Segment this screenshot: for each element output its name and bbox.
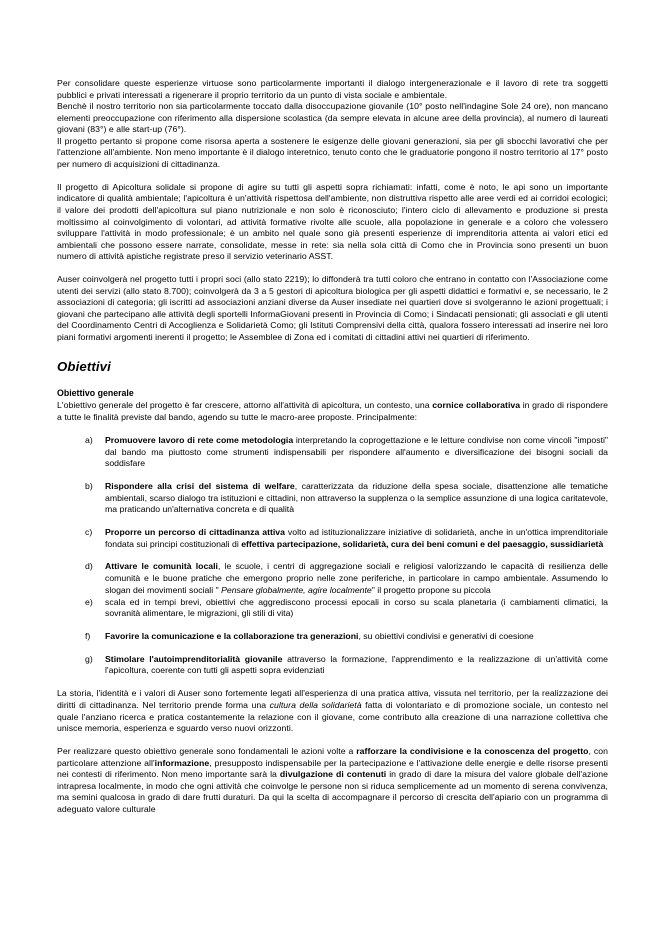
list-item-text: scala ed in tempi brevi, obiettivi che aggrediscono processi epocali in corso su scala planetaria (i cambiamenti climatici, la sovranità alimentare, le migrazioni, gli stili di vita) bbox=[105, 596, 608, 619]
list-marker: d) bbox=[85, 561, 93, 572]
finale-emphasis-2: informazione bbox=[154, 757, 210, 768]
list-item-lead: Stimolare l'autoimprenditorialità giovanile bbox=[105, 653, 283, 664]
list-item-text: attraverso la formazione, l'apprendimento e la realizzazione di un'attività come l'apicoltura, coerente con tutti gli aspetti sopra evidenziati bbox=[105, 653, 609, 676]
list-item bbox=[57, 481, 608, 516]
list-item-text: volto ad istituzionalizzare iniziative di solidarietà, anche in un'ottica imprenditoriale fondata sui principi costituzionali di bbox=[105, 527, 608, 549]
paragraph-apicoltura: Il progetto di Apicoltura solidale si propone di agire su tutti gli aspetti sopra richiamati: infatti, come è noto, le api sono un importante indicatore di qualità ambientale; l'apicoltura è un'attività rispettosa dell'ambiente, non distruttiva rispetto alle aree verdi ed ai corridoi ecologici; il valore dei prodotti dell'apicoltura sul piano nutrizionale e non solo è riconosciuto; l'intero ciclo di allevamento e produzione si presta moltissimo al coinvolgimento di volontari, ad attività formative rivolte alle scuole, alla popolazione in generale e a coloro che volessero sviluppare l'attività in modo professionale; è un ambito nel quale sono già presenti esperienze di imprenditoria attenta ai valori etici ed ambientali che possono essere narrate, consolidate, messe in rete: sia nella sola città di Como che in Provincia sono presenti un buon numero di attività apistiche registrate preso il servizio veterinario ASST. bbox=[57, 181, 608, 262]
document-body bbox=[57, 78, 608, 815]
spacer bbox=[57, 375, 608, 388]
paragraph-intro-1: Per consolidare queste esperienze virtuose sono particolarmente importanti il dialogo intergenerazionale e il lavoro di rete tra soggetti pubblici e privati interessati a rigenerare il proprio territorio da un punto di vista sociale e ambientale. bbox=[57, 78, 608, 100]
spacer bbox=[57, 263, 608, 275]
list-marker: c) bbox=[85, 527, 93, 538]
finale-text-1: Per realizzare questo obiettivo generale sono fondamentali le azioni volte a bbox=[57, 746, 357, 757]
paragraph-intro-3: Il progetto pertanto si propone come risorsa aperta a sostenere le esigenze delle giovani generazioni, sia per gli sbocchi lavorativi che per l'attenzione all'ambiente. Non meno importante è il dialogo interetnico, tenuto conto che le graduatorie pongono il nostro territorio al 17° posto per numero di acquisizioni di cittadinanza. bbox=[57, 135, 608, 169]
paragraph-finale bbox=[57, 746, 608, 815]
paragraph-auser: Auser coinvolgerà nel progetto tutti i propri soci (allo stato 2219); lo diffonderà tra tutti coloro che entrano in contatto con l'Associazione come utenti dei servizi (allo stato 8.700); coinvolgerà da 3 a 5 gestori di apicoltura biologica per gli aspetti didattici e formativi e, se necessario, le 2 associazioni di categoria; gli iscritti ad associazioni anziani diverse da Auser insediate nei quartieri dove si svolgeranno le azioni progettuali; i giovani che partecipano alle attività degli sportelli InformaGiovani presenti in Provincia di Como; i Sindacati pensionati; gli associati e gli utenti del Coordinamento Centri di Accoglienza e Solidarietà Como; gli Istituti Comprensivi della città, qualora fossero interessati ad inserire nei loro piani formativi argomenti inerenti il progetto; le Assemblee di Zona ed i comitati di cittadini attivi nei quartieri di riferimento. bbox=[57, 274, 608, 342]
list-item-lead: Proporre un percorso di cittadinanza attiva bbox=[105, 527, 285, 538]
storia-text-before: La storia, l'identità e i valori di Auser sono fortemente legati all'esperienza di una pratica attiva, vissuta nel territorio, per la realizzazione dei diritti di cittadinanza. Nel territorio prende forma una bbox=[57, 688, 608, 710]
list-item-lead: Favorire la comunicazione e la collaborazione tra generazioni bbox=[105, 630, 359, 641]
list-item-lead: Attivare le comunità locali bbox=[105, 561, 218, 572]
list-marker: g) bbox=[85, 653, 93, 664]
objective-intro-text-before: L'obiettivo generale del progetto è far crescere, attorno all'attività di apicoltura, un contesto, una bbox=[57, 400, 433, 411]
list-item-tail-emphasis: effettiva partecipazione, solidarietà, cura dei beni comuni e del paesaggio, sussidiarietà bbox=[241, 538, 604, 549]
list-item-text: , le scuole, i centri di aggregazione sociali e religiosi valorizzando le capacità di resilienza delle comunità e le buone pratiche che emergono proprio nelle zone periferiche, in particolare in campo ambientale. Assumendo lo slogan dei movimenti sociali " bbox=[105, 561, 608, 595]
paragraph-intro-2: Benchè il nostro territorio non sia particolarmente toccato dalla disoccupazione giovanile (10° posto nell'indagine Sole 24 ore), non mancano elementi preoccupazione con riferimento alla dispersione scolastica (da sempre elevata in alcune aree della provincia), al numero di laureati giovani (83°) e alle start-up (76°). bbox=[57, 101, 608, 135]
objectives-list-wrapper bbox=[57, 435, 608, 677]
list-item bbox=[57, 435, 608, 470]
list-marker: a) bbox=[85, 435, 93, 446]
list-marker: f) bbox=[85, 630, 91, 641]
spacer bbox=[57, 343, 608, 359]
list-item-text: , caratterizzata da riduzione della spesa sociale, disattenzione alle tematiche ambientali, scarso dialogo tra istituzioni e cittadini, non attraverso la supplenza o la semplice assunzione di una logica caritatevole, ma praticando un'alternativa concreta e di qualità bbox=[105, 481, 609, 515]
list-item-slogan: Pensare globalmente, agire localmente bbox=[221, 584, 372, 595]
objectives-list bbox=[57, 435, 608, 677]
finale-emphasis-3: divulgazione di contenuti bbox=[279, 769, 387, 780]
objective-intro-text-after: in grado di rispondere a tutte le finalità previste dal bando, agendo su tutte le macro-aree proposte. Principalmente: bbox=[57, 400, 608, 422]
list-item-lead: Promuovere lavoro di rete come metodologia bbox=[105, 435, 294, 446]
list-item bbox=[57, 631, 608, 643]
list-item bbox=[57, 597, 608, 620]
finale-emphasis-1: rafforzare la condivisione e la conoscenza del progetto bbox=[356, 746, 589, 757]
finale-text-3: , presupposto indispensabile per la partecipazione e l'attivazione delle energie e delle risorse presenti nei contesti di riferimento. Non meno importante sarà la bbox=[57, 757, 608, 780]
storia-text-after: fatta di volontariato e di promozione sociale, un contesto nel quale l'anziano ricerca e pratica costantemente la relazione con il giovane, come contributo alla creazione di una narrazione collettiva che unisce memoria, esperienza e sguardo verso nuovi orizzonti. bbox=[57, 699, 608, 734]
list-item bbox=[57, 654, 608, 677]
list-item-text-tail: " il progetto propone su piccola bbox=[371, 584, 491, 595]
section-heading-obiettivi: Obiettivi bbox=[57, 359, 111, 375]
paragraph-objective-general-intro bbox=[57, 400, 608, 423]
objective-intro-emphasis: cornice collaborativa bbox=[432, 400, 521, 411]
paragraph-storia bbox=[57, 688, 608, 734]
list-item-text: , su obiettivi condivisi e generativi di coesione bbox=[358, 630, 534, 641]
storia-emphasis: cultura della solidarietà bbox=[269, 699, 362, 710]
list-item-lead: Rispondere alla crisi del sistema di welfare bbox=[105, 481, 295, 492]
list-item-text: interpretando la coprogettazione e le letture condivise non come vincoli "imposti" dal bando ma piuttosto come strumenti indispensabili per rispondere all'aumento e diversificazione dei bisogni sociali da soddisfare bbox=[105, 435, 609, 469]
sub-heading-obiettivo-generale: Obiettivo generale bbox=[57, 388, 134, 399]
spacer bbox=[57, 170, 608, 182]
list-item bbox=[57, 527, 608, 550]
list-item bbox=[57, 561, 608, 596]
finale-text-2: , con particolare attenzione all' bbox=[57, 746, 608, 768]
finale-text-4: in grado di dare la misura del valore globale dell'azione intrapresa localmente, in modo che ogni attività che coinvolge le persone non si riduca semplicemente ad un momento di serena convivenza, ma semini qualcosa in grado di dare frutti duraturi. Da qui la scelta di accompagnare il percorso di crescita dell'apiario con un programma di adeguato valore culturale bbox=[57, 769, 608, 814]
spacer bbox=[57, 735, 608, 747]
list-marker: b) bbox=[85, 481, 93, 492]
list-marker: e) bbox=[85, 596, 93, 607]
spacer bbox=[57, 677, 608, 689]
